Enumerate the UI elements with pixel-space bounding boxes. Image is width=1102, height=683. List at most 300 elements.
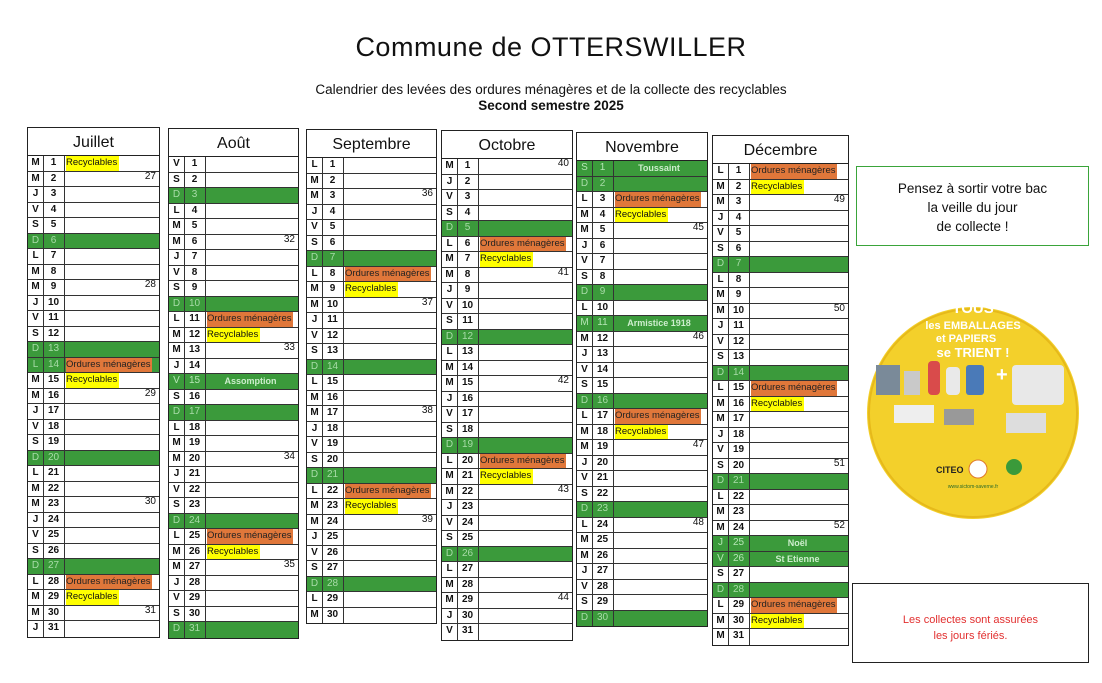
day-number: 5 — [322, 220, 344, 235]
day-number: 7 — [184, 250, 206, 265]
day-number: 19 — [728, 443, 750, 458]
weekday-letter: J — [307, 422, 323, 437]
day-row — [442, 175, 572, 191]
day-entry — [478, 485, 572, 500]
day-row — [577, 347, 707, 363]
flyer-partner-logo — [969, 460, 987, 478]
day-row — [169, 498, 298, 514]
day-number: 15 — [322, 375, 344, 390]
month-name: Septembre — [307, 130, 436, 158]
weekday-letter: D — [28, 342, 44, 357]
day-entry — [749, 412, 848, 427]
day-row — [442, 423, 572, 439]
weekday-letter: M — [307, 499, 323, 514]
day-number: 3 — [728, 195, 750, 210]
weekday-letter: J — [577, 347, 593, 362]
day-row — [28, 590, 159, 606]
week-number: 52 — [833, 519, 845, 531]
weekday-letter: V — [577, 363, 593, 378]
day-row — [713, 474, 848, 490]
weekday-letter: M — [713, 521, 729, 536]
day-entry — [64, 435, 159, 450]
week-number: 40 — [557, 158, 569, 169]
weekday-letter: J — [28, 187, 44, 202]
day-row — [713, 443, 848, 459]
weekday-letter: L — [307, 158, 323, 173]
day-number: 10 — [592, 301, 614, 316]
week-number: 32 — [283, 233, 295, 245]
recyclables-label: Recyclables — [345, 499, 398, 514]
day-entry — [205, 219, 298, 234]
household-waste-label: Ordures ménagères — [66, 358, 152, 373]
day-entry — [613, 456, 707, 471]
day-number: 9 — [184, 281, 206, 296]
weekday-letter: D — [577, 285, 593, 300]
day-number: 11 — [592, 316, 614, 331]
day-entry — [64, 575, 159, 590]
weekday-letter: V — [28, 203, 44, 218]
weekday-letter: V — [307, 220, 323, 235]
day-row — [28, 203, 159, 219]
day-number: 18 — [457, 423, 479, 438]
day-row — [577, 161, 707, 177]
day-row — [713, 552, 848, 568]
day-number: 15 — [457, 376, 479, 391]
day-entry — [343, 546, 436, 561]
reminder-line-1: Pensez à sortir votre bac — [897, 181, 1048, 196]
weekday-letter: M — [169, 452, 185, 467]
day-number: 10 — [184, 297, 206, 312]
day-entry — [749, 614, 848, 629]
day-entry — [749, 629, 848, 645]
day-entry — [478, 376, 572, 391]
day-entry — [749, 428, 848, 443]
weekday-letter: M — [577, 316, 593, 331]
day-number: 14 — [728, 366, 750, 381]
weekday-letter: L — [169, 421, 185, 436]
weekday-letter: D — [28, 451, 44, 466]
month-4 — [441, 130, 573, 641]
day-entry — [205, 483, 298, 498]
day-entry — [613, 425, 707, 440]
day-number: 30 — [592, 611, 614, 627]
day-entry — [343, 592, 436, 607]
flyer-plastics-icon — [1006, 413, 1046, 433]
weekday-letter: M — [577, 208, 593, 223]
day-row — [307, 267, 436, 283]
weekday-letter: M — [577, 425, 593, 440]
weekday-letter: M — [442, 593, 458, 608]
day-row — [577, 208, 707, 224]
day-row — [577, 316, 707, 332]
day-number: 26 — [457, 547, 479, 562]
day-row — [169, 452, 298, 468]
day-row — [713, 505, 848, 521]
weekday-letter: V — [307, 329, 323, 344]
weekday-letter: J — [442, 175, 458, 190]
day-entry — [205, 188, 298, 203]
day-entry — [749, 459, 848, 474]
day-entry — [749, 226, 848, 241]
day-entry — [478, 392, 572, 407]
weekday-letter: L — [307, 267, 323, 282]
flyer-line-3: et PAPIERS — [935, 333, 997, 345]
day-number: 26 — [592, 549, 614, 564]
day-entry — [343, 329, 436, 344]
day-number: 3 — [184, 188, 206, 203]
day-entry — [749, 335, 848, 350]
day-entry — [749, 381, 848, 396]
weekday-letter: M — [307, 282, 323, 297]
day-number: 31 — [43, 621, 65, 637]
day-row — [713, 490, 848, 506]
day-entry — [205, 622, 298, 638]
day-entry — [64, 280, 159, 295]
day-row — [28, 404, 159, 420]
day-entry — [64, 389, 159, 404]
day-row — [577, 378, 707, 394]
day-entry — [613, 611, 707, 627]
flyer-line-1: TOUS — [952, 300, 994, 317]
weekday-letter: J — [307, 530, 323, 545]
day-row — [28, 327, 159, 343]
day-number: 17 — [457, 407, 479, 422]
day-row — [307, 561, 436, 577]
day-number: 14 — [43, 358, 65, 373]
weekday-letter: S — [713, 567, 729, 582]
day-entry — [478, 268, 572, 283]
day-number: 12 — [43, 327, 65, 342]
weekday-letter: D — [28, 234, 44, 249]
day-row — [307, 251, 436, 267]
day-number: 16 — [43, 389, 65, 404]
day-number: 26 — [184, 545, 206, 560]
holiday-label: Noël — [787, 538, 808, 548]
day-entry — [613, 363, 707, 378]
day-number: 3 — [322, 189, 344, 204]
day-number: 14 — [322, 360, 344, 375]
week-number: 27 — [144, 170, 156, 182]
day-row — [169, 157, 298, 173]
day-row — [577, 301, 707, 317]
recyclables-label: Recyclables — [751, 614, 804, 629]
day-row — [169, 281, 298, 297]
day-entry — [64, 559, 159, 574]
day-row — [577, 425, 707, 441]
day-row — [713, 164, 848, 180]
day-entry — [613, 378, 707, 393]
weekday-letter: L — [713, 598, 729, 613]
flyer-bags-icon — [1012, 365, 1064, 405]
day-number: 8 — [322, 267, 344, 282]
day-number: 23 — [322, 499, 344, 514]
day-row — [169, 297, 298, 313]
weekday-letter: D — [713, 257, 729, 272]
day-number: 4 — [592, 208, 614, 223]
day-row — [307, 422, 436, 438]
day-entry — [613, 347, 707, 362]
day-entry — [64, 358, 159, 373]
day-number: 5 — [728, 226, 750, 241]
day-entry — [749, 397, 848, 412]
day-row — [169, 421, 298, 437]
day-number: 28 — [457, 578, 479, 593]
day-row — [577, 533, 707, 549]
weekday-letter: M — [442, 252, 458, 267]
day-number: 10 — [728, 304, 750, 319]
day-row — [442, 330, 572, 346]
day-number: 4 — [457, 206, 479, 221]
day-number: 1 — [728, 164, 750, 179]
day-number: 24 — [43, 513, 65, 528]
weekday-letter: S — [28, 435, 44, 450]
flyer-site: www.sictom-saverne.fr — [947, 484, 999, 490]
recyclables-label: Recyclables — [751, 397, 804, 412]
day-number: 6 — [43, 234, 65, 249]
day-entry — [343, 220, 436, 235]
weekday-letter: M — [307, 391, 323, 406]
day-number: 10 — [457, 299, 479, 314]
weekday-letter: M — [307, 189, 323, 204]
day-number: 2 — [43, 172, 65, 187]
flyer-cartons-icon — [944, 409, 974, 425]
day-row — [28, 544, 159, 560]
weekday-letter: M — [442, 268, 458, 283]
weekday-letter: L — [577, 192, 593, 207]
day-row — [28, 187, 159, 203]
day-entry — [64, 218, 159, 233]
day-number: 1 — [457, 159, 479, 174]
day-row — [442, 206, 572, 222]
weekday-letter: J — [713, 428, 729, 443]
weekday-letter: S — [169, 281, 185, 296]
day-number: 26 — [322, 546, 344, 561]
weekday-letter: L — [28, 249, 44, 264]
weekday-letter: V — [169, 157, 185, 172]
day-number: 28 — [592, 580, 614, 595]
weekday-letter: L — [577, 409, 593, 424]
day-number: 13 — [184, 343, 206, 358]
day-entry — [613, 301, 707, 316]
day-number: 16 — [184, 390, 206, 405]
weekday-letter: M — [577, 440, 593, 455]
weekday-letter: J — [169, 359, 185, 374]
weekday-letter: M — [713, 412, 729, 427]
weekday-letter: L — [577, 518, 593, 533]
weekday-letter: M — [169, 328, 185, 343]
day-number: 19 — [592, 440, 614, 455]
weekday-letter: S — [577, 161, 593, 176]
day-number: 2 — [592, 177, 614, 192]
holiday-label: Assomption — [224, 376, 277, 386]
weekday-letter: D — [169, 188, 185, 203]
day-number: 5 — [457, 221, 479, 236]
day-row — [169, 250, 298, 266]
day-entry — [613, 533, 707, 548]
recyclables-label: Recyclables — [480, 252, 533, 267]
weekday-letter: S — [169, 390, 185, 405]
weekday-letter: S — [307, 236, 323, 251]
day-entry — [749, 567, 848, 582]
weekday-letter: S — [28, 327, 44, 342]
weekday-letter: M — [307, 515, 323, 530]
weekday-letter: M — [28, 482, 44, 497]
day-entry — [205, 467, 298, 482]
day-number: 15 — [43, 373, 65, 388]
day-row — [713, 350, 848, 366]
day-entry — [478, 500, 572, 515]
day-entry — [613, 223, 707, 238]
day-entry — [478, 562, 572, 577]
weekday-letter: M — [169, 219, 185, 234]
day-entry — [478, 345, 572, 360]
weekday-letter: L — [442, 454, 458, 469]
day-row — [307, 453, 436, 469]
day-number: 13 — [592, 347, 614, 362]
day-entry — [64, 466, 159, 481]
day-entry — [478, 407, 572, 422]
day-number: 2 — [457, 175, 479, 190]
day-number: 30 — [43, 606, 65, 621]
reminder-notice — [856, 166, 1089, 246]
day-number: 29 — [592, 595, 614, 610]
weekday-letter: D — [577, 177, 593, 192]
day-row — [307, 313, 436, 329]
day-row — [577, 440, 707, 456]
household-waste-label: Ordures ménagères — [345, 267, 431, 282]
day-row — [169, 343, 298, 359]
day-row — [169, 622, 298, 638]
weekday-letter: V — [442, 299, 458, 314]
day-number: 18 — [43, 420, 65, 435]
day-entry — [343, 360, 436, 375]
day-row — [577, 564, 707, 580]
weekday-letter: M — [307, 406, 323, 421]
day-entry — [343, 453, 436, 468]
day-entry — [64, 203, 159, 218]
weekday-letter: V — [28, 528, 44, 543]
day-row — [169, 188, 298, 204]
day-number: 19 — [43, 435, 65, 450]
day-entry — [478, 190, 572, 205]
day-number: 20 — [184, 452, 206, 467]
weekday-letter: L — [28, 575, 44, 590]
recyclables-label: Recyclables — [66, 156, 119, 171]
day-row — [713, 459, 848, 475]
day-entry — [613, 471, 707, 486]
day-row — [442, 593, 572, 609]
day-row — [169, 219, 298, 235]
day-row — [442, 485, 572, 501]
day-number: 21 — [184, 467, 206, 482]
day-number: 11 — [728, 319, 750, 334]
weekday-letter: L — [442, 562, 458, 577]
flyer-line-2: les EMBALLAGES — [925, 320, 1021, 332]
day-entry — [64, 404, 159, 419]
day-row — [442, 609, 572, 625]
day-number: 9 — [322, 282, 344, 297]
day-row — [169, 591, 298, 607]
day-number: 18 — [184, 421, 206, 436]
flyer-brand: CITEO — [936, 465, 964, 475]
day-number: 22 — [322, 484, 344, 499]
day-number: 20 — [592, 456, 614, 471]
day-number: 23 — [457, 500, 479, 515]
day-entry — [343, 251, 436, 266]
weekday-letter: M — [577, 533, 593, 548]
recyclables-label: Recyclables — [345, 282, 398, 297]
day-row — [577, 270, 707, 286]
weekday-letter: M — [442, 376, 458, 391]
day-row — [307, 375, 436, 391]
weekday-letter: D — [577, 502, 593, 517]
day-row — [169, 467, 298, 483]
weekday-letter: M — [28, 389, 44, 404]
day-number: 3 — [592, 192, 614, 207]
month-6 — [712, 135, 849, 646]
day-number: 20 — [457, 454, 479, 469]
weekday-letter: V — [169, 266, 185, 281]
day-row — [713, 536, 848, 552]
day-row — [28, 621, 159, 637]
flyer-line-4: se TRIENT ! — [936, 345, 1010, 360]
weekday-letter: L — [169, 312, 185, 327]
day-number: 17 — [43, 404, 65, 419]
day-entry — [478, 175, 572, 190]
day-number: 8 — [728, 273, 750, 288]
day-row — [577, 332, 707, 348]
day-row — [713, 397, 848, 413]
day-row — [169, 266, 298, 282]
day-row — [169, 560, 298, 576]
day-row — [442, 190, 572, 206]
day-number: 26 — [728, 552, 750, 567]
day-entry — [749, 583, 848, 598]
day-number: 23 — [728, 505, 750, 520]
recyclables-label: Recyclables — [751, 180, 804, 195]
day-entry — [343, 282, 436, 297]
day-entry — [343, 499, 436, 514]
day-row — [713, 366, 848, 382]
day-number: 29 — [728, 598, 750, 613]
day-row — [169, 204, 298, 220]
day-number: 15 — [184, 374, 206, 389]
day-row — [442, 454, 572, 470]
day-row — [713, 521, 848, 537]
day-number: 16 — [457, 392, 479, 407]
household-waste-label: Ordures ménagères — [480, 237, 566, 252]
day-row — [442, 268, 572, 284]
household-waste-label: Ordures ménagères — [207, 312, 293, 327]
day-row — [713, 180, 848, 196]
weekday-letter: M — [577, 223, 593, 238]
weekday-letter: J — [28, 404, 44, 419]
day-number: 6 — [184, 235, 206, 250]
day-row — [28, 559, 159, 575]
weekday-letter: D — [442, 221, 458, 236]
day-number: 21 — [728, 474, 750, 489]
weekday-letter: S — [442, 423, 458, 438]
day-number: 26 — [43, 544, 65, 559]
day-row — [169, 173, 298, 189]
day-entry — [613, 409, 707, 424]
day-entry — [613, 285, 707, 300]
day-entry — [205, 235, 298, 250]
weekday-letter: M — [442, 485, 458, 500]
weekday-letter: L — [577, 301, 593, 316]
weekday-letter: D — [713, 583, 729, 598]
day-row — [307, 329, 436, 345]
